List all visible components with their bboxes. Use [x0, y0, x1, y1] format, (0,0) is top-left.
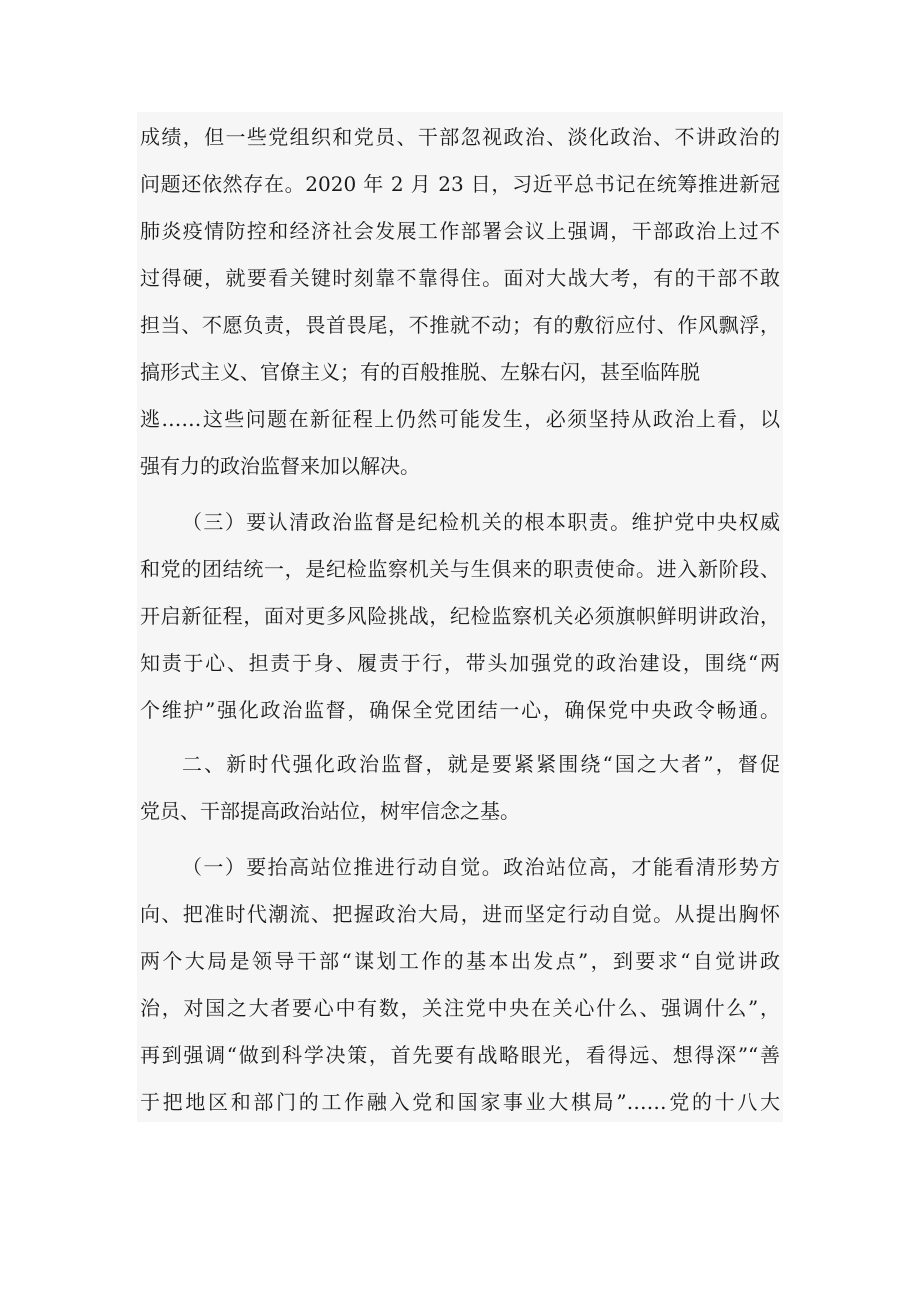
paragraph-line: 担当、不愿负责，畏首畏尾，不推就不动；有的敷衍应付、作风飘浮， — [140, 313, 780, 337]
section-heading-line: 党员、干部提高政治站位，树牢信念之基。 — [140, 799, 520, 823]
paragraph-line: 于把地区和部门的工作融入党和国家事业大棋局”……党的十八大 — [140, 1090, 780, 1114]
paragraph-line: （三）要认清政治监督是纪检机关的根本职责。维护党中央权威 — [182, 510, 780, 534]
paragraph-line: （一）要抬高站位推进行动自觉。政治站位高，才能看清形势方 — [182, 855, 780, 879]
paragraph-line: 和党的团结统一，是纪检监察机关与生俱来的职责使命。进入新阶段、 — [140, 557, 780, 581]
paragraph-line: 治，对国之大者要心中有数，关注党中央在关心什么、强调什么”， — [140, 996, 780, 1020]
paragraph-line: 向、把准时代潮流、把握政治大局，进而坚定行动自觉。从提出胸怀 — [140, 902, 780, 926]
section-heading-line: 二、新时代强化政治监督，就是要紧紧围绕“国之大者”，督促 — [182, 752, 780, 776]
paragraph-line: 过得硬，就要看关键时刻靠不靠得住。面对大战大考，有的干部不敢 — [140, 266, 780, 290]
paragraph-line: 两个大局是领导干部“谋划工作的基本出发点”，到要求“自觉讲政 — [140, 949, 780, 973]
paragraph-line: 肺炎疫情防控和经济社会发展工作部署会议上强调，干部政治上过不 — [140, 219, 780, 243]
paragraph-line: 强有力的政治监督来加以解决。 — [140, 454, 420, 478]
paragraph-line: 搞形式主义、官僚主义；有的百般推脱、左躲右闪，甚至临阵脱 — [140, 360, 700, 384]
paragraph-line: 个维护”强化政治监督，确保全党团结一心，确保党中央政令畅通。 — [140, 698, 780, 722]
paragraph-line: 逃……这些问题在新征程上仍然可能发生，必须坚持从政治上看，以 — [140, 407, 780, 431]
paragraph-line: 成绩，但一些党组织和党员、干部忽视政治、淡化政治、不讲政治的 — [140, 125, 780, 149]
paragraph-line: 知责于心、担责于身、履责于行，带头加强党的政治建设，围绕“两 — [140, 651, 780, 675]
paragraph-line: 再到强调“做到科学决策，首先要有战略眼光，看得远、想得深”“善 — [140, 1043, 780, 1067]
paragraph-line: 开启新征程，面对更多风险挑战，纪检监察机关必须旗帜鲜明讲政治， — [140, 604, 780, 628]
paragraph-line: 问题还依然存在。2020 年 2 月 23 日，习近平总书记在统筹推进新冠 — [140, 172, 780, 196]
